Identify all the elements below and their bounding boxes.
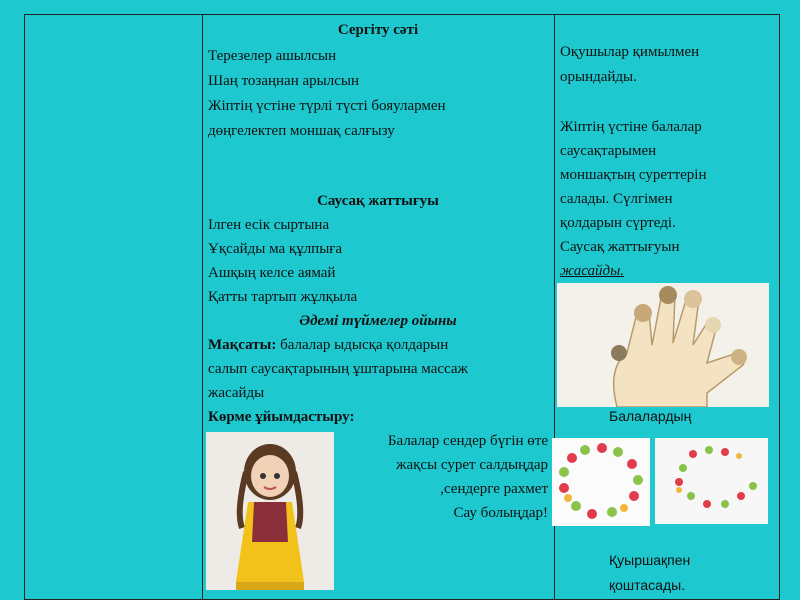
goal-label: Мақсаты: xyxy=(208,337,277,353)
poem-line: Ұқсайды ма құлпыға xyxy=(208,241,343,257)
heading-button-game: Әдемі түймелер ойыны xyxy=(299,313,457,329)
poem-line: дөңгелектеп моншақ салғызу xyxy=(208,123,395,139)
finger-puppets-photo xyxy=(557,283,769,407)
poem-line: Жіптің үстіне түрлі түсті бояулармен xyxy=(208,98,446,114)
closing-line: ,сендерге рахмет xyxy=(440,481,548,497)
closing-line: жақсы сурет салдыңдар xyxy=(396,457,548,473)
caption-children: Балалардың xyxy=(609,408,692,424)
goal-line: салып саусақтарының ұштарына массаж xyxy=(208,361,468,377)
doll-photo xyxy=(206,432,334,590)
pupil-line: Жіптің үстіне балалар xyxy=(560,119,702,135)
pupil-line: салады. Сүлгімен xyxy=(560,191,673,207)
heading-finger-exercise: Саусақ жаттығуы xyxy=(317,193,439,209)
poem-line: Терезелер ашылсын xyxy=(208,48,337,64)
caption-farewell: қоштасады. xyxy=(609,577,686,593)
pupil-line: қолдарын сүртеді. xyxy=(560,215,676,231)
poem-line: Шаң тозаңнан арылсын xyxy=(208,73,359,89)
closing-line: Балалар сендер бүгін өте xyxy=(387,433,548,449)
goal-line: жасайды xyxy=(208,385,265,401)
pupil-line: саусақтарымен xyxy=(560,143,657,159)
poem-line: Қатты тартып жұлқыла xyxy=(208,289,358,305)
pupil-line: Саусақ жаттығуын xyxy=(560,239,680,255)
hand-puppets-illustration xyxy=(557,283,769,407)
pupil-line-italic: жасайды. xyxy=(560,263,625,279)
goal-line xyxy=(208,337,448,354)
pupil-line: моншақтың суреттерін xyxy=(560,167,707,183)
doll-illustration xyxy=(206,432,334,590)
bead-necklace-photo-1 xyxy=(552,438,650,526)
poem-line: Ілген есік сыртына xyxy=(208,217,330,233)
poem-line: Ашқың келсе аямай xyxy=(208,265,336,281)
bead-necklace-photo-2 xyxy=(655,438,768,524)
bead-arc-illustration xyxy=(655,438,768,524)
column-divider-1 xyxy=(202,14,203,600)
pupil-line: Оқушылар қимылмен xyxy=(560,44,700,60)
closing-line: Сау болыңдар! xyxy=(453,505,548,521)
bead-ring-illustration xyxy=(552,438,650,526)
heading-sergitu: Сергіту сәті xyxy=(337,22,419,38)
exhibition-label: Көрме ұйымдастыру: xyxy=(208,409,355,425)
pupil-line: орындайды. xyxy=(560,69,637,85)
goal-text: балалар ыдысқа қолдарын xyxy=(276,337,449,353)
caption-doll: Қуыршақпен xyxy=(609,552,691,568)
